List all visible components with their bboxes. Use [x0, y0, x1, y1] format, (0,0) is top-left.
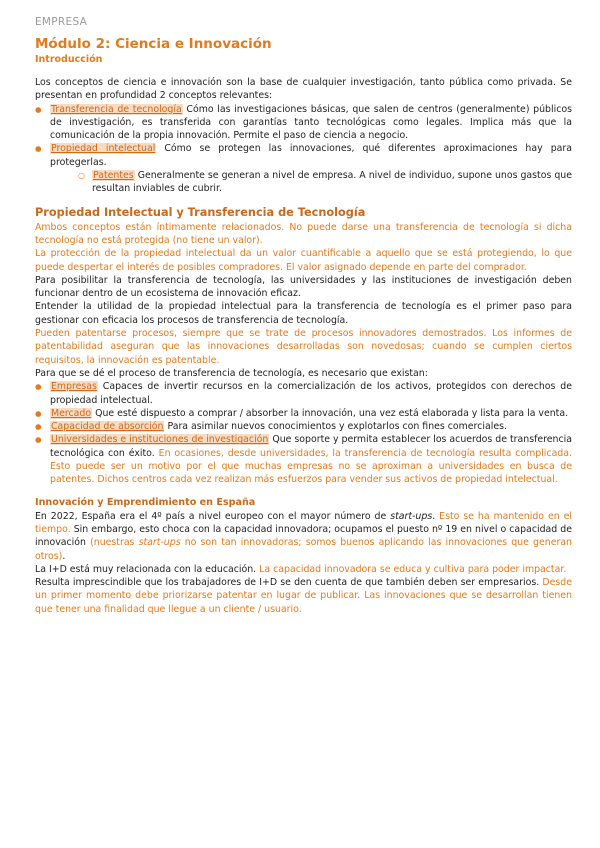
- list-item-text: Cómo las investigaciones básicas, que salen de centros (generalmente) públicos de investigación, es transferida con garantías tanto tecnológicas como legales. Implica más que la comunicación de la propia innovación. Permite el paso de ciencia a negocio.: [50, 103, 572, 142]
- page-header: EMPRESA: [35, 16, 88, 28]
- text-run-orange: La capacidad innovadora se educa y cultiva para poder impactar.: [259, 563, 567, 575]
- paragraph: [35, 510, 572, 563]
- list-item-text: Capaces de invertir recursos en la comercialización de los activos, protegidos con derechos de propiedad intelectual.: [50, 381, 572, 406]
- term-highlight: Universidades e instituciones de investigación: [51, 434, 269, 446]
- list-item-text: Generalmente se generan a nivel de empresa. A nivel de individuo, supone unos gastos que resultan inviables de cubrir.: [92, 170, 572, 195]
- requirements-list: [35, 380, 572, 486]
- intro-sublist: [35, 169, 572, 196]
- text-run: La I+D está muy relacionada con la educación.: [35, 563, 260, 575]
- intro-list: [35, 103, 572, 169]
- list-item-note: En ocasiones, desde universidades, la transferencia de tecnología resulta complicada. Esto puede ser un motivo por el que muchas empresas no se aproximan a universidades en busca de patentes. Dichos centros cada vez realizan más esfuerzos para vender sus activos de propiedad intelectual.: [50, 447, 572, 486]
- paragraph: [35, 576, 572, 616]
- paragraph: Para que se dé el proceso de transferencia de tecnología, es necesario que existan:: [35, 367, 428, 379]
- text-run: Resulta imprescindible que los trabajadores de I+D se den cuenta de que también deben ser empresarios.: [35, 577, 543, 589]
- text-run: .: [432, 510, 440, 522]
- paragraph: La protección de la propiedad intelectual da un valor cuantificable a aquello que se está protegiendo, lo que puede despertar el interés de posibles compradores. El valor asignado depende en parte del comprador.: [35, 248, 572, 273]
- text-run-orange: Esto se ha mantenido en el tiempo.: [35, 510, 572, 535]
- term-highlight: Propiedad intelectual: [51, 143, 156, 155]
- paragraph: Entender la utilidad de la propiedad intelectual para la transferencia de tecnología es el primer paso para gestionar con eficacia los procesos de transferencia de tecnología.: [35, 301, 572, 326]
- section-heading: Innovación y Emprendimiento en España: [35, 496, 256, 508]
- page-title: Módulo 2: Ciencia e Innovación: [35, 36, 272, 52]
- list-item: [50, 169, 572, 196]
- text-run: En 2022, España era el 4º país a nivel europeo con el mayor número de: [35, 510, 391, 522]
- text-run: .: [62, 550, 66, 562]
- term-highlight: Empresas: [51, 381, 97, 393]
- paragraph: Para posibilitar la transferencia de tecnología, las universidades y las instituciones de investigación deben funcionar dentro de un ecosistema de innovación eficaz.: [35, 274, 572, 300]
- paragraph: Pueden patentarse procesos, siempre que se trate de procesos innovadores demostrados. Los informes de patentabilidad aseguran que las innovaciones desarrolladas son novedosas; cuando se cumplen ciertos requisitos, la innovación es patentable.: [35, 328, 572, 366]
- list-item: [35, 433, 572, 486]
- text-run: Sin embargo, esto choca con la capacidad innovadora; ocupamos el puesto nº 19 en nivel o capacidad de innovación: [35, 523, 572, 549]
- list-item-text: Cómo se protegen las innovaciones, qué diferentes aproximaciones hay para protegerlas.: [50, 143, 572, 168]
- intro-heading: Introducción: [35, 54, 103, 65]
- term-highlight: Mercado: [51, 407, 92, 419]
- paragraph: [35, 563, 572, 576]
- list-item: [35, 407, 572, 420]
- text-run-orange: (nuestras: [90, 537, 139, 549]
- term-highlight: Transferencia de tecnología: [51, 103, 182, 115]
- text-run-italic: start-ups: [390, 510, 433, 522]
- list-item: [35, 420, 572, 433]
- term-highlight: Patentes: [93, 170, 134, 182]
- text-run-orange-italic: start-ups: [138, 537, 181, 549]
- list-item-text: Que esté dispuesto a comprar / absorber la innovación, una vez está elaborada y lista para la venta.: [92, 407, 569, 419]
- text-run-orange: Desde un primer momento debe priorizarse patentar en lugar de publicar. Las innovaciones que se desarrollan tienen que tener una finalidad que llegue a un cliente / usuario.: [35, 577, 572, 615]
- list-item-text: Que soporte y permita establecer los acuerdos de transferencia tecnológica con éxito.: [50, 434, 573, 459]
- paragraph: Ambos conceptos están íntimamente relacionados. No puede darse una transferencia de tecnología si dicha tecnología no está protegida (no tiene un valor).: [35, 221, 572, 246]
- term-highlight: Capacidad de absorción: [51, 421, 164, 433]
- text-run-orange: no son tan innovadoras; somos buenos aplicando las innovaciones que generan otros): [35, 537, 572, 562]
- list-item-text: Para asimilar nuevos conocimientos y explotarlos con fines comerciales.: [164, 421, 507, 433]
- list-item: [35, 380, 572, 407]
- intro-paragraph: Los conceptos de ciencia e innovación son la base de cualquier investigación, tanto pública como privada. Se presentan en profundidad 2 conceptos relevantes:: [35, 77, 572, 102]
- section-heading: Propiedad Intelectual y Transferencia de Tecnología: [35, 205, 366, 219]
- list-item: [35, 103, 572, 143]
- list-item: [35, 142, 572, 169]
